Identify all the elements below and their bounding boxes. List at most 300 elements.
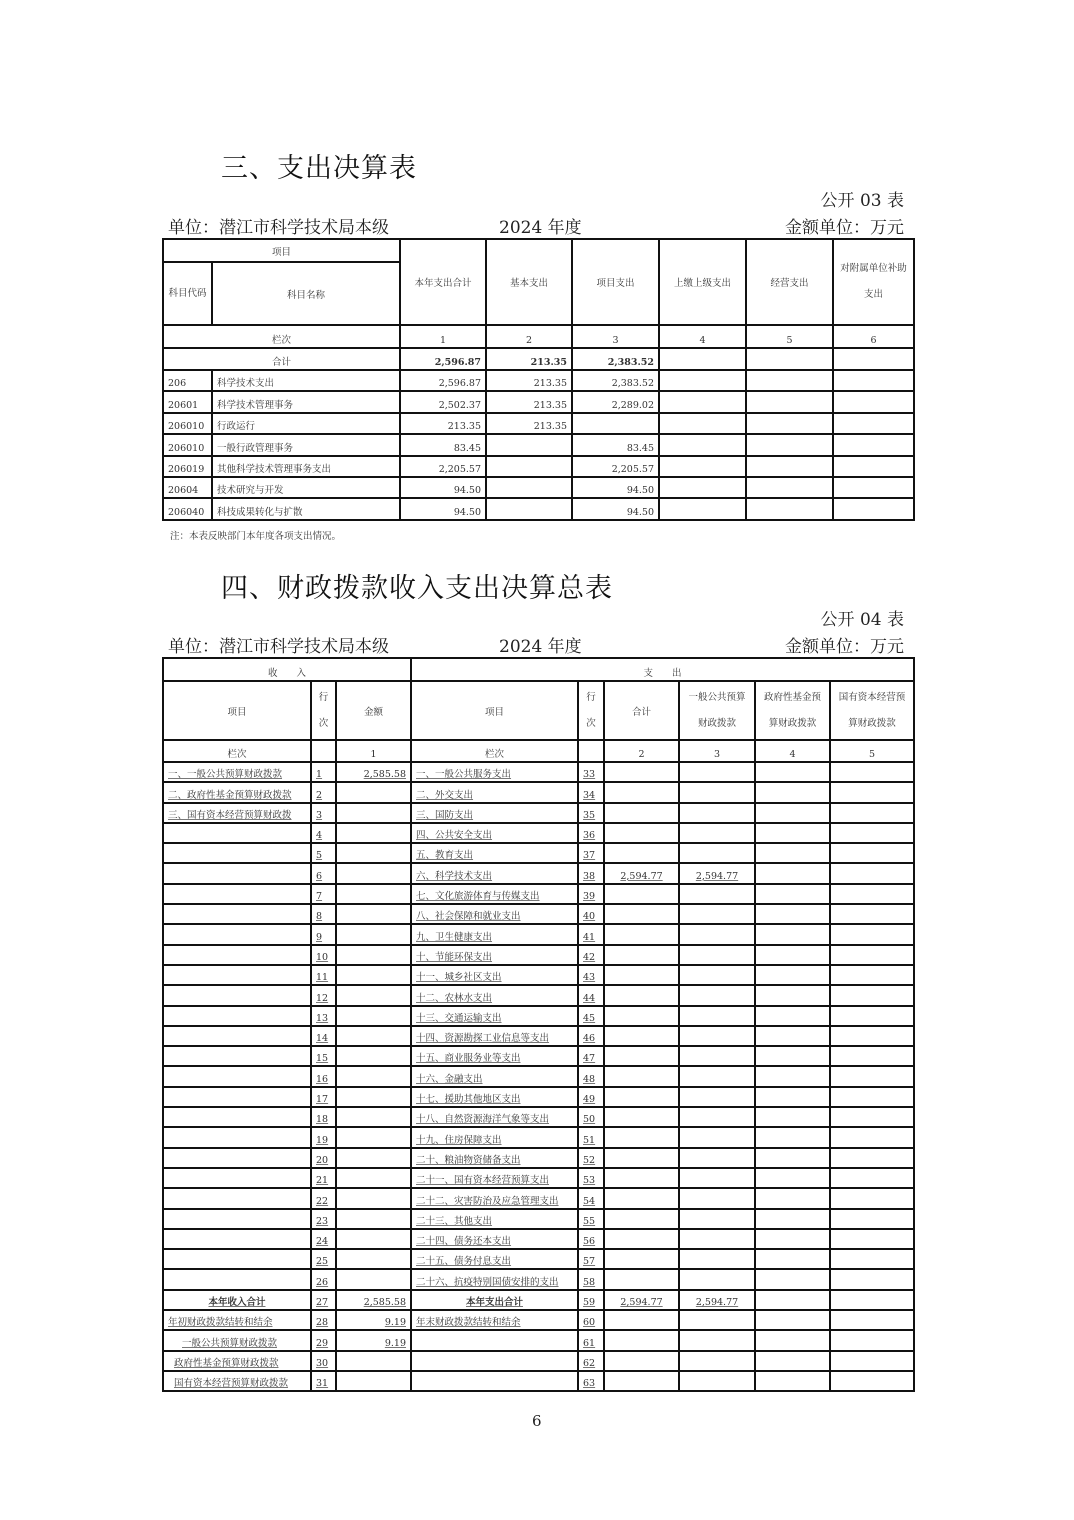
header-expense-fund: 政府性基金预算财政拨款 <box>755 681 830 740</box>
expense-line-no: 39 <box>578 884 604 904</box>
expense-amount <box>830 762 914 782</box>
amount-cell <box>746 391 833 412</box>
table-row <box>163 370 914 391</box>
expense-amount <box>604 762 679 782</box>
expense-amount <box>679 945 755 965</box>
amount-cell <box>659 434 746 455</box>
income-amount <box>336 1371 411 1391</box>
header-col-remit: 上缴上级支出 <box>659 239 746 325</box>
subject-code: 206010 <box>163 413 212 434</box>
income-line-no: 25 <box>311 1249 336 1269</box>
income-amount <box>336 904 411 924</box>
income-line-no: 29 <box>311 1330 336 1350</box>
expense-amount <box>755 924 830 944</box>
header-col-total: 本年支出合计 <box>400 239 486 325</box>
expense-line-no: 42 <box>578 945 604 965</box>
expense-item: 年末财政拨款结转和结余 <box>411 1310 578 1330</box>
expense-amount <box>604 985 679 1005</box>
amount-cell <box>486 498 572 519</box>
table3-year: 2024 年度 <box>499 218 582 238</box>
table-row <box>163 965 914 985</box>
total-row <box>163 348 914 370</box>
expense-amount <box>679 1006 755 1026</box>
subject-name: 技术研究与开发 <box>212 477 400 498</box>
income-item <box>163 945 311 965</box>
table-row <box>163 1127 914 1147</box>
expense-amount <box>755 884 830 904</box>
table-row <box>163 1066 914 1086</box>
income-item: 二、政府性基金预算财政拨款 <box>163 782 311 802</box>
expense-line-no: 60 <box>578 1310 604 1330</box>
col-index: 4 <box>755 740 830 762</box>
total-value <box>833 348 914 370</box>
expense-amount <box>830 1127 914 1147</box>
expense-line-no: 48 <box>578 1066 604 1086</box>
col-index: 2 <box>604 740 679 762</box>
col-index: 1 <box>336 740 411 762</box>
amount-cell <box>659 477 746 498</box>
income-item: 本年收入合计 <box>163 1290 311 1310</box>
expense-amount <box>755 803 830 823</box>
expense-line-no: 53 <box>578 1168 604 1188</box>
expense-amount <box>755 1229 830 1249</box>
expense-amount <box>830 782 914 802</box>
total-value: 2,383.52 <box>572 348 659 370</box>
expense-amount <box>755 1148 830 1168</box>
expense-amount <box>755 985 830 1005</box>
table-row <box>163 924 914 944</box>
expense-amount <box>830 1168 914 1188</box>
table-row <box>163 1371 914 1391</box>
table-row <box>163 904 914 924</box>
income-line-no: 24 <box>311 1229 336 1249</box>
amount-cell <box>746 456 833 477</box>
table4-title: 四、财政拨款收入支出决算总表 <box>221 573 613 604</box>
expense-amount <box>755 762 830 782</box>
expense-amount <box>830 1310 914 1330</box>
expense-line-no: 38 <box>578 863 604 883</box>
expense-amount <box>604 1330 679 1350</box>
expense-amount <box>604 1269 679 1289</box>
expense-amount <box>679 782 755 802</box>
expense-line-no: 34 <box>578 782 604 802</box>
income-amount: 9.19 <box>336 1330 411 1350</box>
amount-cell <box>833 434 914 455</box>
income-item <box>163 843 311 863</box>
income-amount <box>336 945 411 965</box>
table-row <box>163 985 914 1005</box>
expense-amount <box>604 1249 679 1269</box>
expense-amount <box>755 1127 830 1147</box>
expense-line-no: 50 <box>578 1107 604 1127</box>
expense-amount <box>679 1148 755 1168</box>
amount-cell: 2,383.52 <box>572 370 659 391</box>
expense-item: 三、国防支出 <box>411 803 578 823</box>
table-row <box>163 477 914 498</box>
income-item <box>163 1229 311 1249</box>
expense-line-no: 47 <box>578 1046 604 1066</box>
table-row <box>163 762 914 782</box>
expense-item <box>411 1330 578 1350</box>
amount-cell <box>659 370 746 391</box>
expense-amount: 2,594.77 <box>679 1290 755 1310</box>
income-amount <box>336 1046 411 1066</box>
income-amount <box>336 1066 411 1086</box>
amount-cell: 213.35 <box>400 413 486 434</box>
expense-amount <box>604 1168 679 1188</box>
header-col-subsidy: 对附属单位补助支出 <box>833 239 914 325</box>
header-expense-total: 合计 <box>604 681 679 740</box>
header-expense-item: 项目 <box>411 681 578 740</box>
income-item <box>163 1087 311 1107</box>
income-item: 一般公共预算财政拨款 <box>163 1330 311 1350</box>
expense-amount <box>679 904 755 924</box>
expense-item: 八、社会保障和就业支出 <box>411 904 578 924</box>
expense-amount <box>679 762 755 782</box>
expense-item <box>411 1351 578 1371</box>
expense-item: 二十四、债务还本支出 <box>411 1229 578 1249</box>
header-col-project: 项目支出 <box>572 239 659 325</box>
table3-number: 公开 03 表 <box>820 191 904 211</box>
expense-amount <box>755 1371 830 1391</box>
amount-cell: 2,289.02 <box>572 391 659 412</box>
expense-line-no: 51 <box>578 1127 604 1147</box>
expense-amount <box>679 1087 755 1107</box>
expense-amount <box>755 945 830 965</box>
income-item <box>163 1006 311 1026</box>
income-line-no: 23 <box>311 1209 336 1229</box>
subject-name: 行政运行 <box>212 413 400 434</box>
expense-amount: 2,594.77 <box>604 863 679 883</box>
subject-name: 科学技术支出 <box>212 370 400 391</box>
header-expense: 支 出 <box>411 658 914 681</box>
expense-amount <box>830 1249 914 1269</box>
expense-line-no: 62 <box>578 1351 604 1371</box>
subject-name: 科学技术管理事务 <box>212 391 400 412</box>
expense-item: 二十六、抗疫特别国债安排的支出 <box>411 1269 578 1289</box>
expense-line-no: 55 <box>578 1209 604 1229</box>
income-item <box>163 1209 311 1229</box>
amount-cell <box>659 498 746 519</box>
expense-amount <box>604 884 679 904</box>
table-row <box>163 1249 914 1269</box>
expense-item: 二、外交支出 <box>411 782 578 802</box>
col-index-label: 栏次 <box>163 325 400 348</box>
expense-item <box>411 1371 578 1391</box>
income-item <box>163 884 311 904</box>
col-index-label: 栏次 <box>411 740 578 762</box>
income-item <box>163 1249 311 1269</box>
table-row <box>163 843 914 863</box>
total-label: 合计 <box>163 348 400 370</box>
expense-amount <box>604 1046 679 1066</box>
subject-name: 科技成果转化与扩散 <box>212 498 400 519</box>
table3-unit-label: 单位：潜江市科学技术局本级 <box>168 218 389 238</box>
col-index: 3 <box>679 740 755 762</box>
expense-amount <box>679 1229 755 1249</box>
income-amount <box>336 1148 411 1168</box>
income-amount <box>336 803 411 823</box>
expense-amount <box>679 985 755 1005</box>
expense-item: 十一、城乡社区支出 <box>411 965 578 985</box>
income-item <box>163 1046 311 1066</box>
total-value: 2,596.87 <box>400 348 486 370</box>
income-line-no: 22 <box>311 1188 336 1208</box>
expense-item: 七、文化旅游体育与传媒支出 <box>411 884 578 904</box>
table-row <box>163 413 914 434</box>
table4-year: 2024 年度 <box>499 637 582 657</box>
expense-line-no: 49 <box>578 1087 604 1107</box>
income-amount <box>336 823 411 843</box>
table-row <box>163 1046 914 1066</box>
expense-amount <box>679 1188 755 1208</box>
income-amount <box>336 985 411 1005</box>
income-item: 年初财政拨款结转和结余 <box>163 1310 311 1330</box>
income-amount: 9.19 <box>336 1310 411 1330</box>
amount-cell: 213.35 <box>486 391 572 412</box>
table-row <box>163 1006 914 1026</box>
col-index-row <box>163 740 914 762</box>
income-line-no: 27 <box>311 1290 336 1310</box>
expense-amount <box>830 1371 914 1391</box>
table-row <box>163 782 914 802</box>
expense-amount <box>755 863 830 883</box>
table-row <box>163 1290 914 1310</box>
amount-cell: 213.35 <box>486 413 572 434</box>
amount-cell <box>833 413 914 434</box>
expense-item: 十五、商业服务业等支出 <box>411 1046 578 1066</box>
income-item <box>163 904 311 924</box>
income-item <box>163 863 311 883</box>
expense-item: 本年支出合计 <box>411 1290 578 1310</box>
income-line-no: 18 <box>311 1107 336 1127</box>
header-col-operating: 经营支出 <box>746 239 833 325</box>
expense-amount <box>755 823 830 843</box>
income-line-no: 5 <box>311 843 336 863</box>
amount-cell: 2,205.57 <box>400 456 486 477</box>
expense-item: 二十五、债务付息支出 <box>411 1249 578 1269</box>
table-row <box>163 884 914 904</box>
income-line-no: 9 <box>311 924 336 944</box>
income-item: 政府性基金预算财政拨款 <box>163 1351 311 1371</box>
expense-item: 十二、农林水支出 <box>411 985 578 1005</box>
expense-item: 十、节能环保支出 <box>411 945 578 965</box>
income-amount <box>336 1087 411 1107</box>
income-item <box>163 1148 311 1168</box>
expense-line-no: 57 <box>578 1249 604 1269</box>
col-index: 5 <box>746 325 833 348</box>
expense-amount <box>830 945 914 965</box>
expense-item: 二十、粮油物资储备支出 <box>411 1148 578 1168</box>
income-item <box>163 1269 311 1289</box>
amount-cell: 94.50 <box>400 477 486 498</box>
expense-amount <box>679 1026 755 1046</box>
income-amount <box>336 863 411 883</box>
income-line-no: 11 <box>311 965 336 985</box>
expense-amount <box>830 803 914 823</box>
expense-amount <box>830 1046 914 1066</box>
expense-item: 十七、援助其他地区支出 <box>411 1087 578 1107</box>
expense-amount <box>830 884 914 904</box>
subject-code: 206010 <box>163 434 212 455</box>
income-line-no: 6 <box>311 863 336 883</box>
expense-amount <box>604 1351 679 1371</box>
expense-amount <box>755 1006 830 1026</box>
expense-amount <box>679 1127 755 1147</box>
expense-amount <box>679 1107 755 1127</box>
expense-line-no: 52 <box>578 1148 604 1168</box>
income-item <box>163 1026 311 1046</box>
expense-amount <box>604 965 679 985</box>
expense-line-no: 46 <box>578 1026 604 1046</box>
table-row <box>163 1107 914 1127</box>
expense-amount <box>604 843 679 863</box>
income-amount <box>336 1006 411 1026</box>
amount-cell <box>746 434 833 455</box>
expense-amount <box>830 863 914 883</box>
expense-amount <box>830 823 914 843</box>
table-row <box>163 823 914 843</box>
expense-line-no: 43 <box>578 965 604 985</box>
subject-code: 20604 <box>163 477 212 498</box>
expense-amount <box>679 884 755 904</box>
expense-amount <box>755 1330 830 1350</box>
expense-item: 六、科学技术支出 <box>411 863 578 883</box>
expense-amount <box>830 985 914 1005</box>
header-income: 收 入 <box>163 658 411 681</box>
income-item <box>163 1066 311 1086</box>
amount-cell: 83.45 <box>572 434 659 455</box>
page-number: 6 <box>532 1412 542 1430</box>
income-amount <box>336 1168 411 1188</box>
income-line-no: 14 <box>311 1026 336 1046</box>
expense-amount <box>755 1168 830 1188</box>
income-line-no: 17 <box>311 1087 336 1107</box>
expense-amount <box>755 1046 830 1066</box>
expense-item: 二十三、其他支出 <box>411 1209 578 1229</box>
table-row <box>163 1269 914 1289</box>
income-amount <box>336 1269 411 1289</box>
income-item <box>163 1107 311 1127</box>
income-line-no: 7 <box>311 884 336 904</box>
table-row <box>163 1026 914 1046</box>
expense-item: 四、公共安全支出 <box>411 823 578 843</box>
expense-amount <box>679 823 755 843</box>
income-line-no: 20 <box>311 1148 336 1168</box>
table-row <box>163 1168 914 1188</box>
table-row <box>163 1310 914 1330</box>
expense-line-no: 59 <box>578 1290 604 1310</box>
table3-title: 三、支出决算表 <box>221 153 417 184</box>
subject-name: 一般行政管理事务 <box>212 434 400 455</box>
expense-item: 十八、自然资源海洋气象等支出 <box>411 1107 578 1127</box>
income-item: 一、一般公共预算财政拨款 <box>163 762 311 782</box>
expense-amount <box>604 1006 679 1026</box>
expense-amount <box>755 1107 830 1127</box>
col-index: 4 <box>659 325 746 348</box>
col-index: 5 <box>830 740 914 762</box>
expense-amount <box>604 1127 679 1147</box>
expense-amount <box>830 1148 914 1168</box>
expense-amount <box>604 1209 679 1229</box>
expense-amount <box>604 1310 679 1330</box>
expense-amount <box>755 1026 830 1046</box>
header-income-line: 行次 <box>311 681 336 740</box>
amount-cell <box>746 413 833 434</box>
total-value <box>659 348 746 370</box>
amount-cell: 2,502.37 <box>400 391 486 412</box>
expense-amount <box>679 803 755 823</box>
amount-cell <box>746 498 833 519</box>
header-expense-state: 国有资本经营预算财政拨款 <box>830 681 914 740</box>
table3-amount-unit: 金额单位：万元 <box>785 218 904 238</box>
income-amount <box>336 884 411 904</box>
income-line-no: 30 <box>311 1351 336 1371</box>
income-line-no: 3 <box>311 803 336 823</box>
expense-amount <box>755 1269 830 1289</box>
expense-amount <box>830 1066 914 1086</box>
expense-line-no: 58 <box>578 1269 604 1289</box>
expense-amount <box>679 1351 755 1371</box>
amount-cell <box>486 456 572 477</box>
expense-amount <box>604 1066 679 1086</box>
expense-line-no: 40 <box>578 904 604 924</box>
expense-amount <box>604 803 679 823</box>
expense-amount <box>830 1330 914 1350</box>
income-amount: 2,585.58 <box>336 1290 411 1310</box>
header-expense-line: 行次 <box>578 681 604 740</box>
expense-line-no: 37 <box>578 843 604 863</box>
income-amount <box>336 1209 411 1229</box>
header-code: 科目代码 <box>163 262 212 325</box>
income-amount <box>336 1351 411 1371</box>
table-row <box>163 803 914 823</box>
income-item: 三、国有资本经营预算财政拨 <box>163 803 311 823</box>
table-row <box>163 863 914 883</box>
table3-note: 注：本表反映部门本年度各项支出情况。 <box>170 531 342 542</box>
income-item: 国有资本经营预算财政拨款 <box>163 1371 311 1391</box>
expense-item: 五、教育支出 <box>411 843 578 863</box>
income-line-no: 10 <box>311 945 336 965</box>
income-line-no: 15 <box>311 1046 336 1066</box>
expense-amount <box>679 843 755 863</box>
col-index-row <box>163 325 914 348</box>
table-row <box>163 456 914 477</box>
amount-cell <box>572 413 659 434</box>
expense-amount <box>604 924 679 944</box>
expense-line-no: 56 <box>578 1229 604 1249</box>
expense-amount <box>830 1290 914 1310</box>
expense-amount <box>604 782 679 802</box>
income-item <box>163 985 311 1005</box>
expense-amount <box>755 1249 830 1269</box>
fiscal-appropriation-table <box>162 657 915 1392</box>
header-expense-general: 一般公共预算财政拨款 <box>679 681 755 740</box>
subject-code: 20601 <box>163 391 212 412</box>
expense-line-no: 33 <box>578 762 604 782</box>
amount-cell: 83.45 <box>400 434 486 455</box>
expense-amount <box>830 843 914 863</box>
expense-line-no: 41 <box>578 924 604 944</box>
col-index: 1 <box>400 325 486 348</box>
expense-item: 二十二、灾害防治及应急管理支出 <box>411 1188 578 1208</box>
expense-amount <box>679 1066 755 1086</box>
expense-amount <box>830 1026 914 1046</box>
expense-line-no: 36 <box>578 823 604 843</box>
income-line-no: 12 <box>311 985 336 1005</box>
expense-amount <box>604 1371 679 1391</box>
amount-cell: 2,596.87 <box>400 370 486 391</box>
